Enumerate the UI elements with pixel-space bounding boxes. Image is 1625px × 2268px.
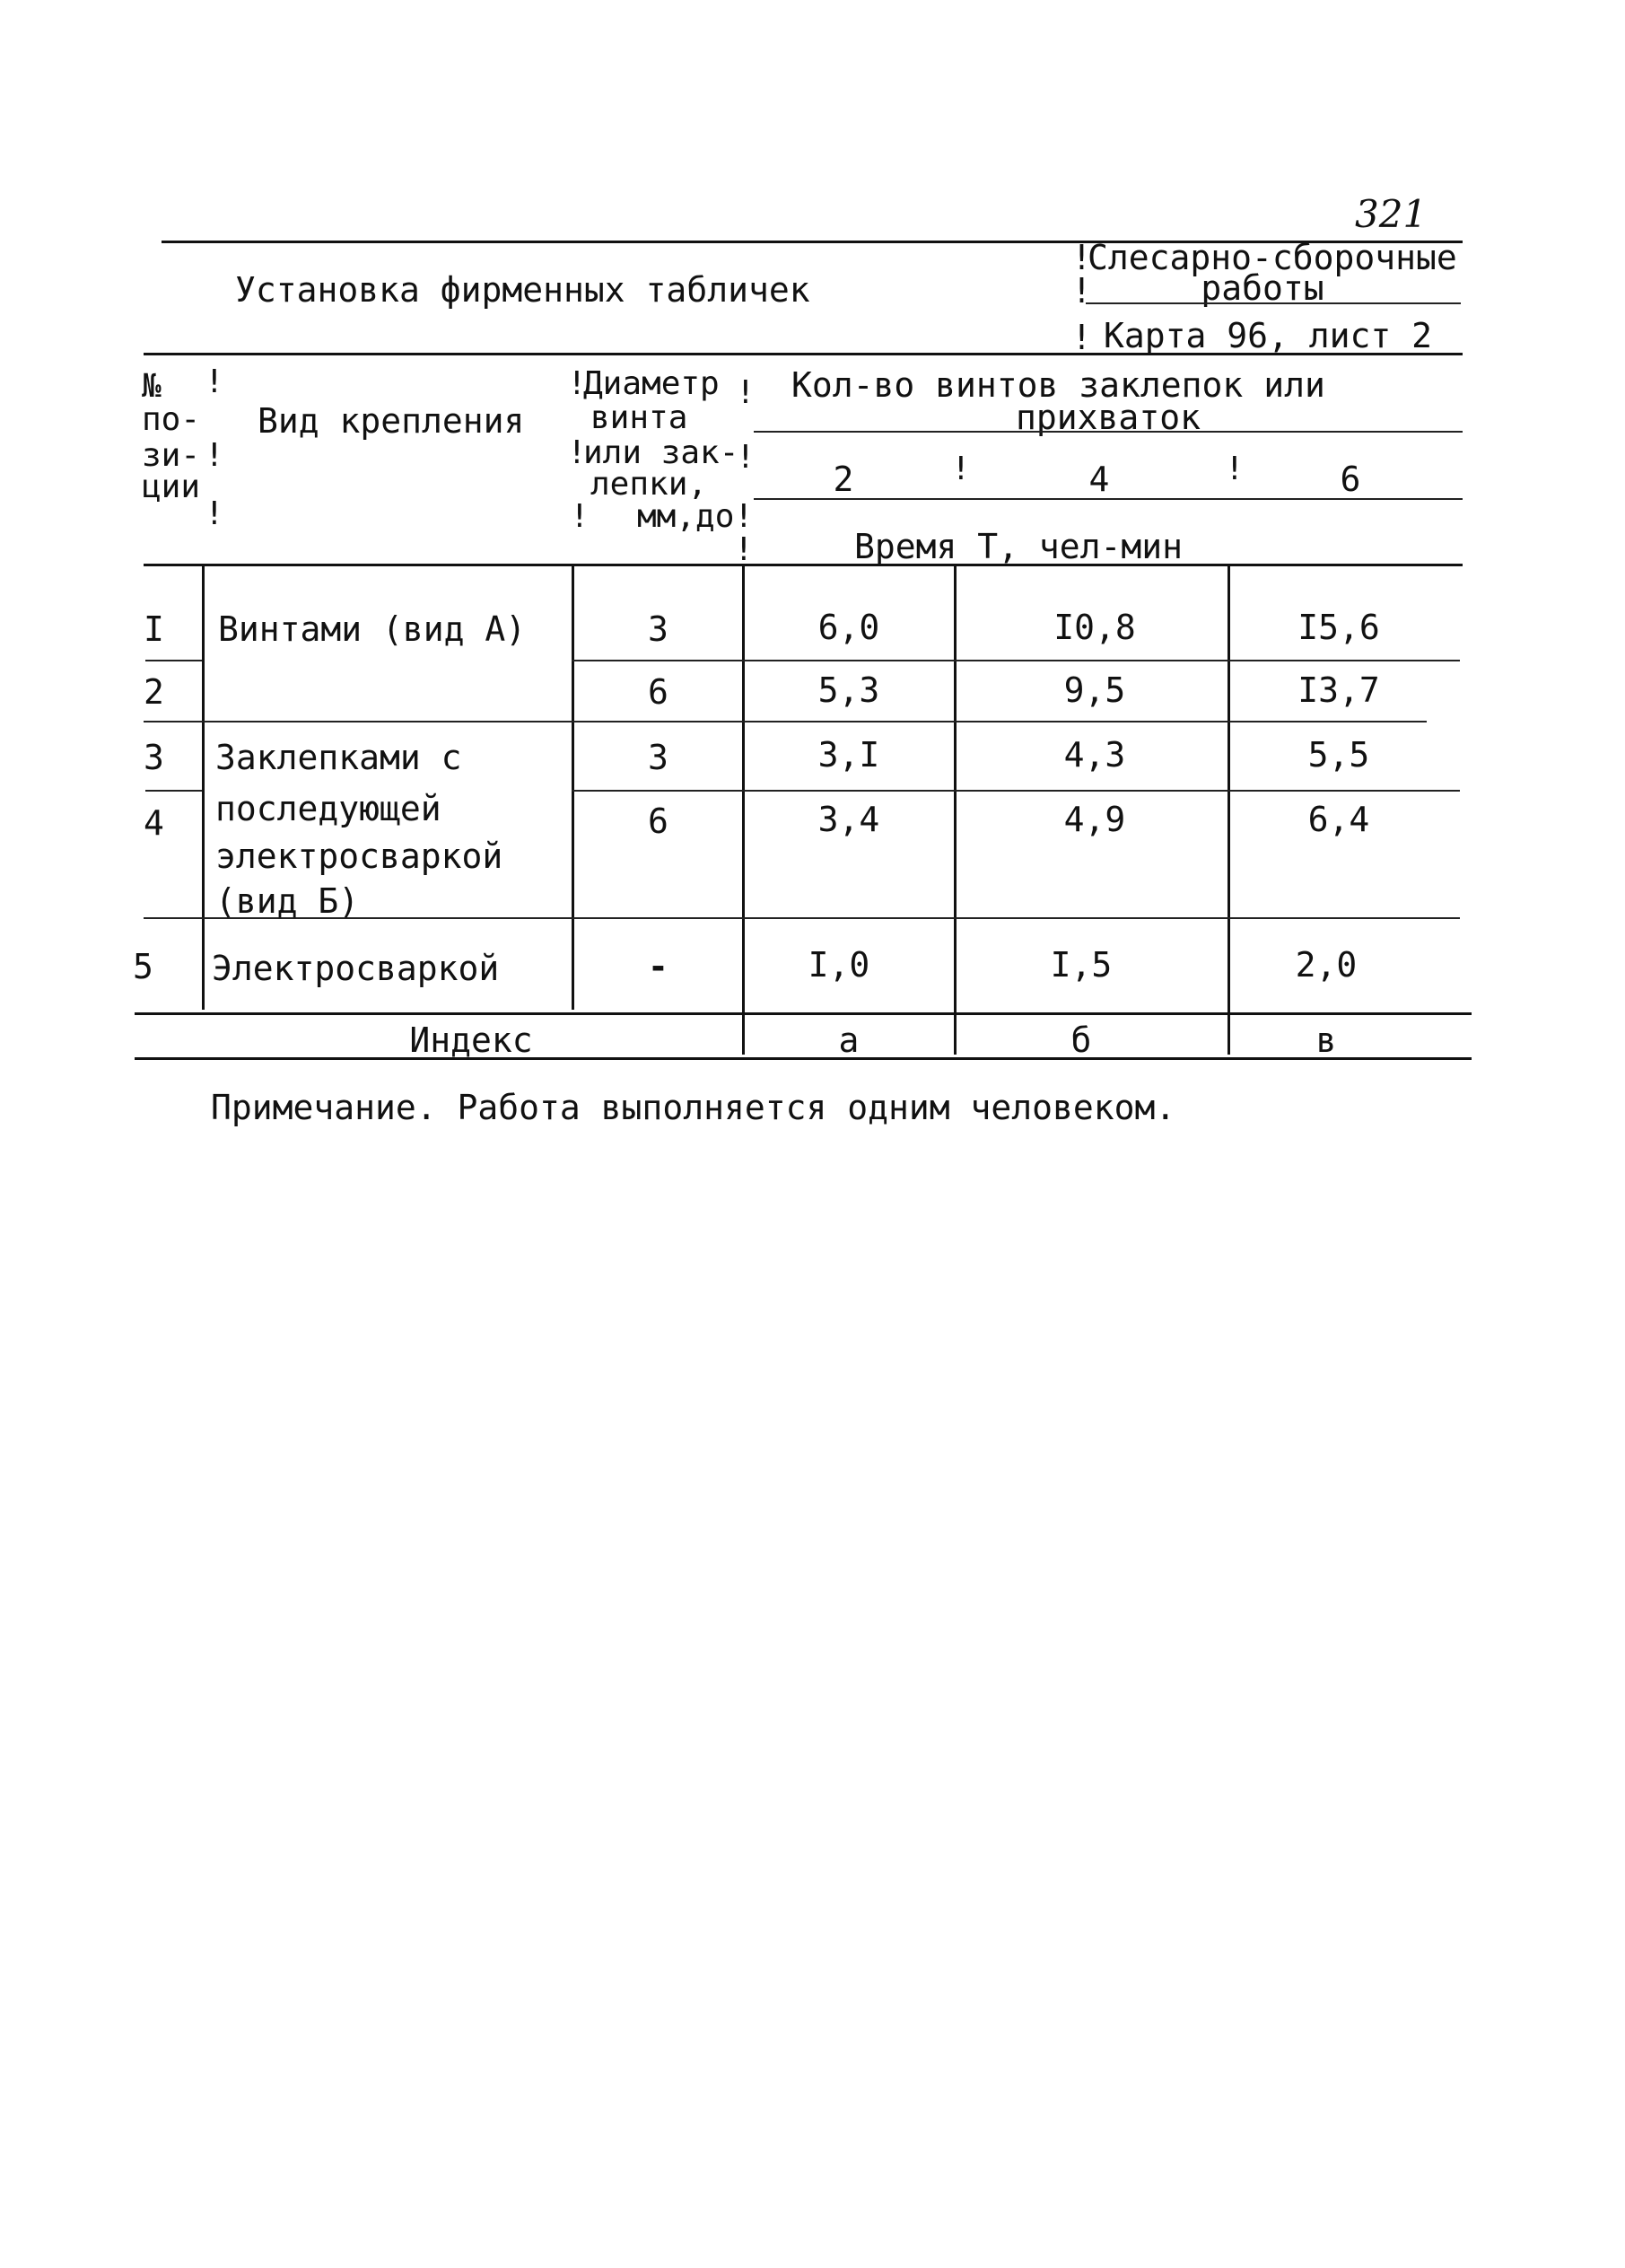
grid-h-row3 xyxy=(572,790,1460,792)
col-diam-label-5: мм,до xyxy=(637,498,735,535)
page-number: 321 xyxy=(1355,192,1428,236)
row-position: 4 xyxy=(144,803,164,843)
row-fastening-type: Винтами (вид А) xyxy=(218,609,527,649)
row-time-6: I5,6 xyxy=(1297,608,1380,647)
col-diam-label-3: или зак- xyxy=(583,434,739,471)
col-sep-mark: ! xyxy=(205,437,224,474)
grid-v-pos xyxy=(202,564,205,1010)
col-type-label: Вид крепления xyxy=(258,401,525,441)
col-sep-mark: ! xyxy=(951,451,971,487)
row-time-6: 2,0 xyxy=(1295,945,1358,985)
row-time-6: 5,5 xyxy=(1307,735,1370,775)
grid-h-row3-pos xyxy=(145,790,202,792)
col-sep-mark: ! xyxy=(205,495,224,532)
col-sep-mark: ! xyxy=(734,531,754,568)
col-sep-mark: ! xyxy=(205,363,224,400)
section-exclaim-1: ! xyxy=(1071,238,1092,277)
col-sep-mark: ! xyxy=(736,439,756,476)
row-position: 2 xyxy=(144,672,164,712)
row-time-2: I,0 xyxy=(808,945,870,985)
row-time-2: 5,3 xyxy=(817,670,880,710)
grid-v-diam xyxy=(742,564,745,1055)
grid-h-row2 xyxy=(144,721,1427,722)
row-fastening-type-line4: (вид Б) xyxy=(215,881,360,921)
row-time-4: 4,3 xyxy=(1063,735,1126,775)
row-diameter: 3 xyxy=(648,609,668,649)
footnote: Примечание. Работа выполняется одним человеком. xyxy=(211,1088,1176,1127)
col-pos-label-3: зи- xyxy=(142,437,201,474)
qty-col-4: 4 xyxy=(1088,460,1110,499)
section-name-line2: работы xyxy=(1201,268,1324,308)
grid-v-t2 xyxy=(954,564,957,1055)
row-position: I xyxy=(144,609,164,649)
card-reference: Карта 96, лист 2 xyxy=(1104,316,1433,355)
table-header-rule xyxy=(144,564,1463,566)
col-sep-mark: ! xyxy=(567,434,587,471)
col-diam-label-4: лепки, xyxy=(590,466,708,503)
qty-col-6: 6 xyxy=(1340,460,1361,499)
row-time-2: 3,I xyxy=(817,735,880,775)
section-name-line1: Слесарно-сборочные xyxy=(1088,238,1457,277)
index-a: а xyxy=(838,1020,860,1060)
row-diameter: 6 xyxy=(648,801,668,841)
col-diam-label-1: Диаметр xyxy=(583,365,720,402)
col-qty-label-1: Кол-во винтов заклепок или xyxy=(791,365,1325,405)
row-fastening-type-line3: электросваркой xyxy=(215,836,503,876)
qty-col-2: 2 xyxy=(833,460,854,499)
col-sep-mark: ! xyxy=(570,498,590,535)
index-b: б xyxy=(1070,1020,1092,1060)
row-position: 5 xyxy=(133,947,153,986)
row-diameter: - xyxy=(648,947,668,986)
grid-h-body-end xyxy=(135,1012,1472,1015)
index-c: в xyxy=(1315,1020,1337,1060)
col-sep-mark: ! xyxy=(736,374,756,411)
section-rule xyxy=(1086,302,1461,304)
index-label: Индекс xyxy=(409,1020,533,1060)
col-diam-label-2: винта xyxy=(590,399,688,436)
col-sep-mark: ! xyxy=(1225,451,1245,487)
row-position: 3 xyxy=(144,738,164,777)
section-exclaim-2: ! xyxy=(1071,271,1092,311)
row-fastening-type-line2: последующей xyxy=(215,789,441,828)
section-exclaim-3: ! xyxy=(1071,318,1092,357)
row-diameter: 6 xyxy=(648,672,668,712)
row-time-6: 6,4 xyxy=(1307,800,1370,839)
row-time-4: 4,9 xyxy=(1063,800,1126,839)
col-qty-label-2: прихваток xyxy=(1016,398,1201,437)
row-time-6: I3,7 xyxy=(1297,670,1380,710)
row-fastening-type: Электросваркой xyxy=(212,949,500,988)
col-pos-label-1: № xyxy=(142,368,162,405)
col-sep-mark: ! xyxy=(567,365,587,402)
col-sep-mark: ! xyxy=(734,498,754,535)
row-time-2: 6,0 xyxy=(817,608,880,647)
col-pos-label-4: ции xyxy=(142,468,201,505)
header-bottom-rule xyxy=(144,353,1463,355)
qty-value-rule xyxy=(754,498,1463,500)
grid-h-row1 xyxy=(572,660,1460,661)
grid-v-t4 xyxy=(1227,564,1230,1055)
time-unit-label: Время Т, чел-мин xyxy=(854,527,1184,566)
row-diameter: 3 xyxy=(648,738,668,777)
grid-h-row1-pos xyxy=(145,660,202,661)
row-time-4: I0,8 xyxy=(1053,608,1136,647)
qty-group-rule xyxy=(754,431,1463,433)
row-fastening-type-line1: Заклепками с xyxy=(215,738,462,777)
row-time-4: 9,5 xyxy=(1063,670,1126,710)
row-time-2: 3,4 xyxy=(817,800,880,839)
document-title: Установка фирменных табличек xyxy=(235,270,810,310)
row-time-4: I,5 xyxy=(1050,945,1113,985)
col-pos-label-2: по- xyxy=(142,401,201,438)
grid-h-index-end xyxy=(135,1057,1472,1060)
